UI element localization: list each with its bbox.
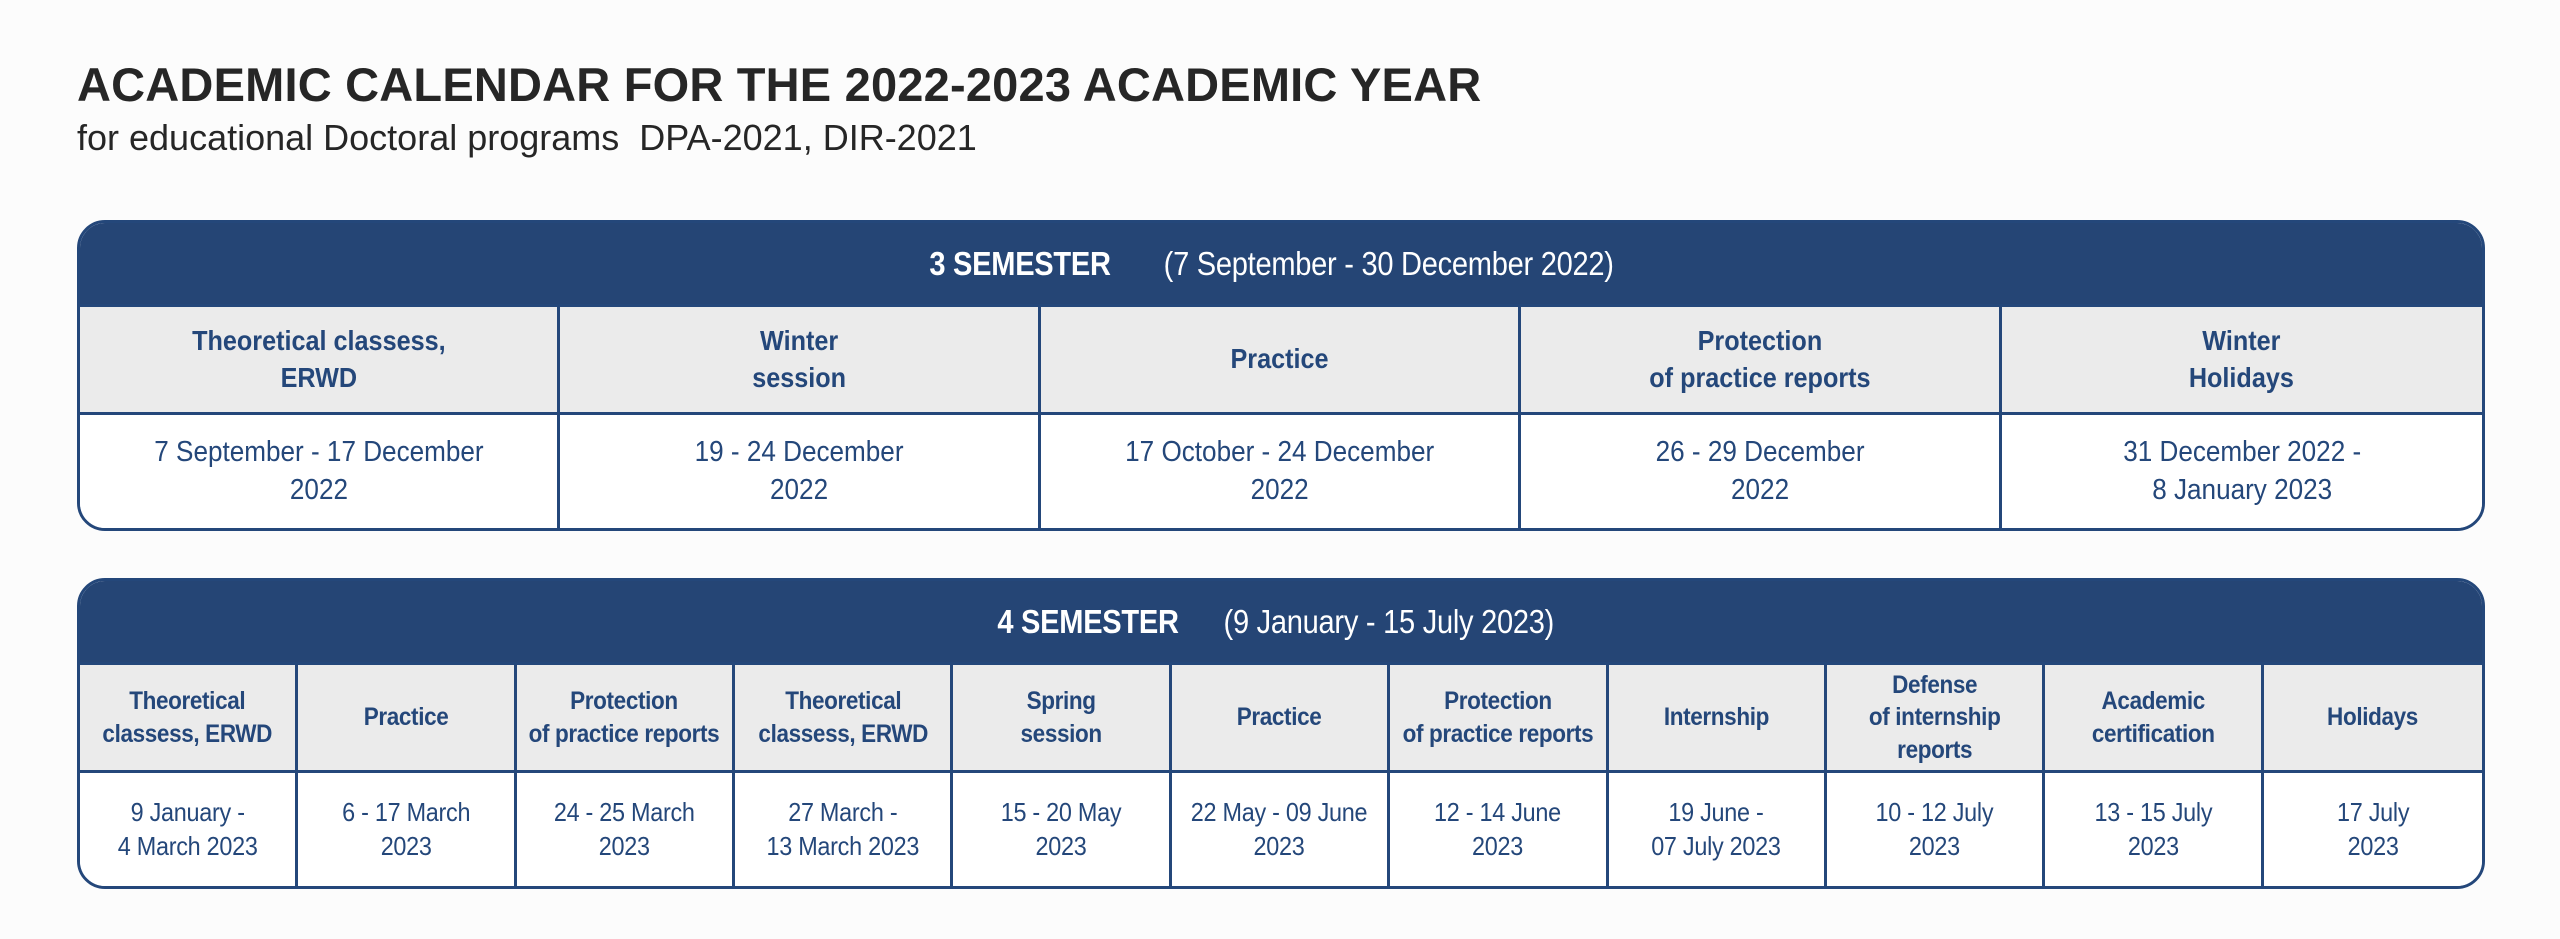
sem4-col7-header: Protection of practice reports (1390, 662, 1608, 773)
sem3-col2-header: Winter session (560, 304, 1040, 415)
sem4-col4-dates: 27 March - 13 March 2023 (735, 773, 953, 886)
sem3-col1-header: Theoretical classess, ERWD (80, 304, 560, 415)
sem4-col3-dates: 24 - 25 March 2023 (517, 773, 735, 886)
sem4-col1-dates: 9 January - 4 March 2023 (80, 773, 298, 886)
sem4-col10-dates: 13 - 15 July 2023 (2045, 773, 2263, 886)
semester-4-table (77, 578, 2485, 889)
sem3-col4-dates: 26 - 29 December 2022 (1521, 415, 2001, 528)
semester-3-table (77, 220, 2485, 531)
sem4-col6-header: Practice (1172, 662, 1390, 773)
sem4-col5-header: Spring session (953, 662, 1171, 773)
sem4-col11-header: Holidays (2264, 662, 2482, 773)
semester-3-grid (80, 304, 2482, 528)
page-subtitle: for educational Doctoral programs DPA-2021, DIR-2021 (77, 117, 977, 158)
semester-4-grid (80, 662, 2482, 886)
semester-3-name: 3 SEMESTER (929, 244, 1111, 282)
semester-4-header (80, 581, 2482, 662)
sem4-col9-dates: 10 - 12 July 2023 (1827, 773, 2045, 886)
sem3-col1-dates: 7 September - 17 December 2022 (80, 415, 560, 528)
sem4-col8-dates: 19 June - 07 July 2023 (1609, 773, 1827, 886)
sem4-col11-dates: 17 July 2023 (2264, 773, 2482, 886)
sem4-col3-header: Protection of practice reports (517, 662, 735, 773)
sem4-col8-header: Internship (1609, 662, 1827, 773)
sem4-col2-header: Practice (298, 662, 516, 773)
page-title: ACADEMIC CALENDAR FOR THE 2022-2023 ACADEMIC YEAR (77, 58, 1482, 111)
sem4-col9-header: Defense of internship reports (1827, 662, 2045, 773)
sem4-col5-dates: 15 - 20 May 2023 (953, 773, 1171, 886)
semester-4-range: (9 January - 15 July 2023) (1223, 602, 1555, 640)
sem3-col4-header: Protection of practice reports (1521, 304, 2001, 415)
sem4-col6-dates: 22 May - 09 June 2023 (1172, 773, 1390, 886)
sem3-col3-header: Practice (1041, 304, 1521, 415)
semester-3-range: (7 September - 30 December 2022) (1164, 244, 1615, 282)
semester-4-name: 4 SEMESTER (997, 602, 1179, 640)
sem3-col5-header: Winter Holidays (2002, 304, 2482, 415)
sem4-col2-dates: 6 - 17 March 2023 (298, 773, 516, 886)
sem4-col1-header: Theoretical classess, ERWD (80, 662, 298, 773)
semester-3-header (80, 223, 2482, 304)
sem4-col4-header: Theoretical classess, ERWD (735, 662, 953, 773)
sem4-col7-dates: 12 - 14 June 2023 (1390, 773, 1608, 886)
sem3-col3-dates: 17 October - 24 December 2022 (1041, 415, 1521, 528)
sem4-col10-header: Academic certification (2045, 662, 2263, 773)
sem3-col2-dates: 19 - 24 December 2022 (560, 415, 1040, 528)
sem3-col5-dates: 31 December 2022 - 8 January 2023 (2002, 415, 2482, 528)
